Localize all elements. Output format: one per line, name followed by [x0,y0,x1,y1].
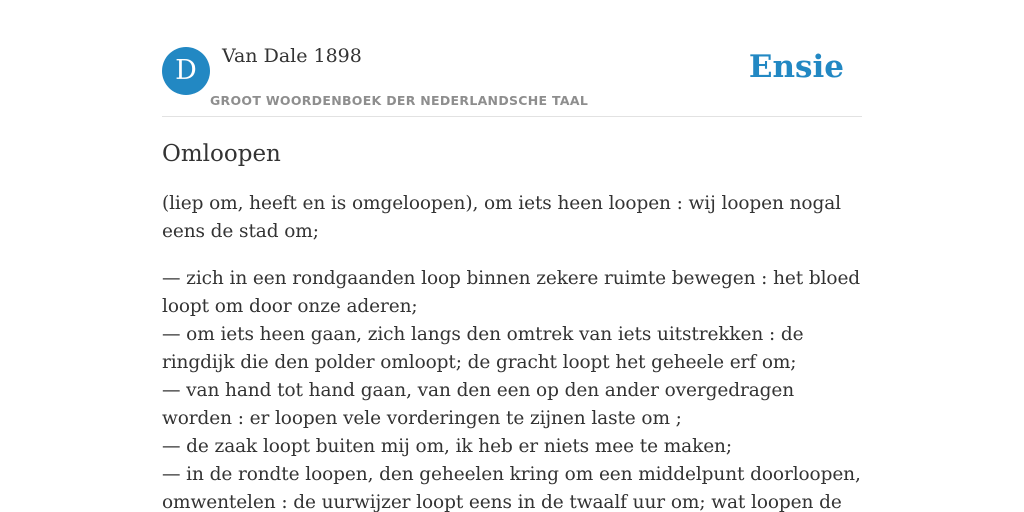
definition-line: — van hand tot hand gaan, van den een op den ander overgedragen worden : er loopen vele vorderingen te zijnen laste om ; [162,380,795,429]
entry-content [162,138,862,512]
definition-line: — om iets heen gaan, zich langs den omtrek van iets uitstrekken : de ringdijk die den polder omloopt; de gracht loopt het geheele erf om; [162,324,804,373]
header [162,0,862,117]
definition-line: — in de rondte loopen, den geheelen kring om een middelpunt doorloopen, omwentelen : de uurwijzer loopt eens in de twaalf uur om; wat loopen de [162,464,861,512]
definition-line: — zich in een rondgaanden loop binnen zekere ruimte bewegen : het bloed loopt om door onze aderen; [162,268,861,317]
source-logo[interactable]: D [162,47,210,95]
entry-intro: (liep om, heeft en is omgeloopen), om iets heen loopen : wij loopen nogal eens de stad om; [162,193,841,242]
source-title[interactable]: Van Dale 1898 [222,45,362,67]
brand-logo[interactable]: Ensie [748,49,844,85]
entry-definitions [162,265,862,512]
definition-line: — de zaak loopt buiten mij om, ik heb er niets mee te maken; [162,436,732,457]
source-subtitle: GROOT WOORDENBOEK DER NEDERLANDSCHE TAAL [210,93,589,108]
entry-headword: Omloopen [162,141,281,167]
